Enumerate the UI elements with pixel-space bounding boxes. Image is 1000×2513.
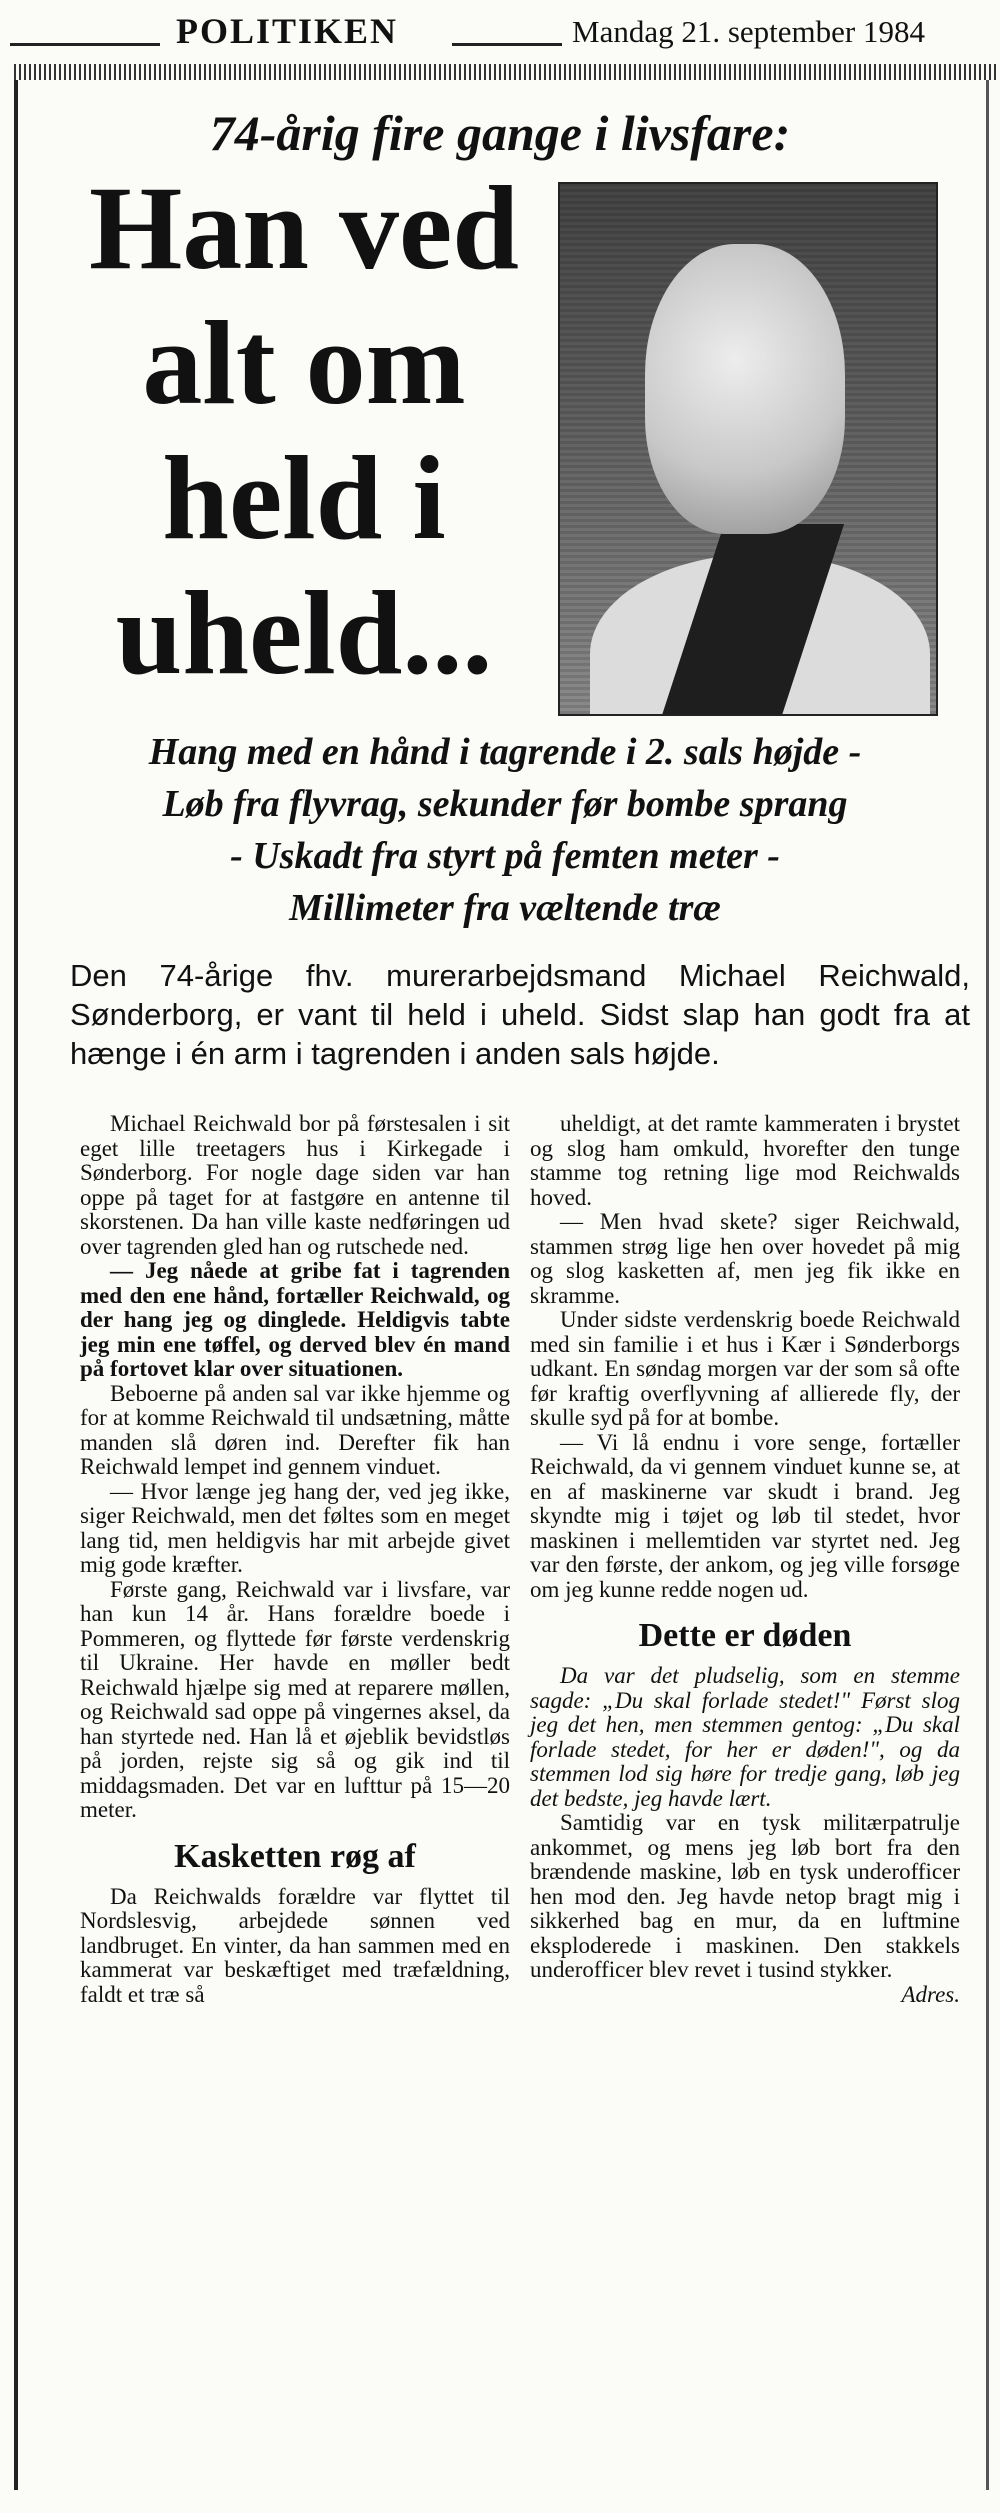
headline-line: Han ved [88,161,520,294]
portrait-photo [558,182,938,716]
article-subheadline [40,726,970,934]
newspaper-name: POLITIKEN [176,11,399,51]
edition-date: Mandag 21. september 1984 [572,14,925,49]
masthead-rule-left [10,43,160,46]
subhead-line: - Uskadt fra styrt på femten meter - [230,835,780,877]
body-paragraph: Beboerne på anden sal var ikke hjemme og for at komme Reichwald til undsætning, måtte manden slå døren ind. Derefter fik han Reichwald lempet ind gennem vinduet. [80,1380,510,1479]
body-paragraph: Da Reichwalds forældre var flyttet til Nordslesvig, arbejdede sønnen ved landbruget. En vinter, da han sammen med en kammerat var beskæftiget med træfældning, faldt et træ så [80,1883,510,2007]
photo-face [645,244,845,534]
headline-line: uheld... [115,566,493,699]
article-headline [34,160,574,700]
subhead-line: Millimeter fra væltende træ [289,887,721,929]
body-paragraph: Under sidste verdenskrig boede Reichwald med sin familie i et hus i Kær i Sønderborgs udkant. En søndag morgen var der som så ofte før kraftig overflyvning af allierede fly, der skulle syd på for at bombe. [530,1307,960,1430]
body-paragraph: — Hvor længe jeg hang der, ved jeg ikke, siger Reichwald, men det føltes som en meget lang tid, men heldigvis har mit arbejde givet mig gode kræfter. [80,1478,510,1577]
masthead-rule-middle [452,43,562,46]
subhead-line: Løb fra flyvrag, sekunder før bombe sprang [162,783,848,825]
masthead [0,0,1000,70]
body-column-right [530,1112,960,2007]
section-heading: Kasketten røg af [174,1837,416,1875]
quote-paragraph: — Jeg nåede at gribe fat i tagrenden med den ene hånd, fortæller Reichwald, og der hang jeg og dinglede. Heldigvis tabte jeg min ene tøffel, og derved blev én mand på fortovet klar over situationen. [80,1258,510,1381]
body-paragraph: Første gang, Reichwald var i livsfare, var han kun 14 år. Hans forældre boede i Pommeren, og flyttede før første verdenskrig til Ukraine. Her havde en møller bedt Reichwald hjælpe sig med at reparere møllen, og Reichwald sad oppe på vingernes aksel, da han styrtede ned. Han lå et øjeblik bevidstløs på jorden, rejste sig så og gik ind til middagsmaden. Det var en lufttur på 15—20 meter. [80,1576,510,1822]
headline-line: alt om [142,296,466,429]
body-paragraph: — Men hvad skete? siger Reichwald, stammen strøg lige hen over hovedet på mig og slog kasketten af, men jeg fik ikke en skramme. [530,1209,960,1308]
body-paragraph: Michael Reichwald bor på førstesalen i sit eget lille treetagers hus i Kirkegade i Sønderborg. For nogle dage siden var han oppe på taget for at fastgøre en antenne til skorstenen. Da han ville kaste nedføringen ud over tagrenden gled han og rutschede ned. [80,1111,510,1259]
article-lead: Den 74-årige fhv. murerarbejdsmand Michael Reichwald, Sønderborg, er vant til held i uheld. Sidst slap han godt fra at hænge i én arm i tagrenden i anden sals højde. [70,958,970,1071]
body-paragraph: uheldigt, at det ramte kammeraten i brystet og slog ham omkuld, hvorefter den tunge stamme tog retning lige mod Reichwalds hoved. [530,1111,960,1210]
italic-paragraph: Da var det pludselig, som en stemme sagde: „Du skal forlade stedet!" Først slog jeg det hen, men stemmen gentog: „Du skal forlade stedet, for her er døden!", og da stemmen lod sig høre for tredje gang, løb jeg det bedste, jeg havde lært. [530,1663,960,1811]
body-paragraph: Samtidig var en tysk militærpatrulje ankommet, og mens jeg løb bort fra den brændende maskine, løb en tysk underofficer hen mod den. Jeg havde netop bragt mig i sikkerhed bag en mur, da en luftmine eksploderede i maskinen. Den stakkels underofficer blev revet i tusind stykker. [530,1810,960,1982]
article-kicker: 74-årig fire gange i livsfare: [209,105,791,161]
subhead-line: Hang med en hånd i tagrende i 2. sals højde - [148,731,862,773]
dotted-rule [14,64,998,80]
author-signature: Adres. [901,1981,960,2007]
section-heading: Dette er døden [638,1617,852,1654]
headline-line: held i [162,431,446,564]
body-column-left [80,1112,510,2007]
body-paragraph: — Vi lå endnu i vore senge, fortæller Reichwald, da vi gennem vinduet kunne se, at en af maskinerne var skudt i brand. Jeg skyndte mig i tøjet og løb til stedet, hvor maskinen i mellemtiden var styrtet ned. Jeg var den første, der ankom, og jeg ville forsøge om jeg kunne redde nogen ud. [530,1429,960,1602]
